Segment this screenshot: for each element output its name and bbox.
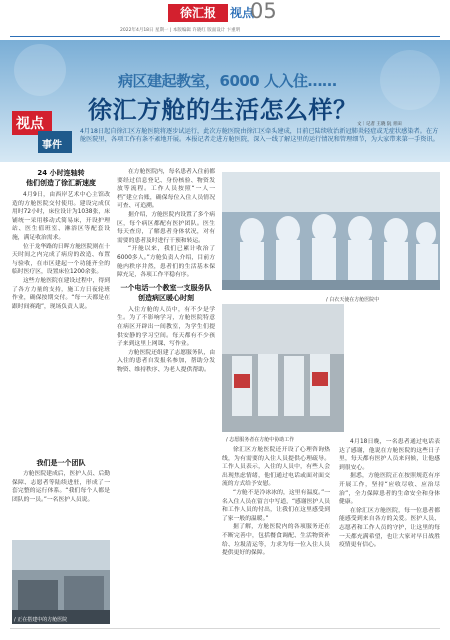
medical-staff-photo-icon [222, 172, 440, 290]
subhead-3b: 创造病区暖心时刻 [138, 293, 194, 302]
dateline: 2022年4月18日 星期一 | 本版编辑 许晓红 版面设计 卞重明 [120, 28, 241, 33]
paragraph: 这些方舱医院在建设过程中，得到了各方力量的支持，施工方日夜轮班作业，确保按期交付。“每一天都是在跟时间赛跑”，现场负责人说。 [12, 277, 110, 310]
photo-caption-1: / 正在搭建中的方舱医院 [14, 617, 68, 623]
column-4 [339, 438, 440, 624]
section-name: 视点 [230, 6, 255, 20]
paragraph: 方舱医院建成后，医护人员、后勤保障、志愿者等陆续进驻，形成了一套完整的运行体系。“我们每个人都是团队的一员。”一名医护人员说。 [12, 471, 110, 503]
byline: 文｜记者 王晓 阮 青田 [357, 122, 402, 127]
paragraph: 在方舱医院内，每名患者入住前都要经过信息登记、身份核验、物资发放等流程。工作人员按照“一人一档”建立台账，确保每位入住人员情况可查、可追溯。 [117, 169, 215, 210]
column-1-bottom [12, 458, 110, 538]
subhead-3: 一个电话一个教室一支服务队 [120, 283, 212, 292]
paragraph: 4月9日，由西岸艺术中心主馆改造的方舱医院交付使用。建设完成仅用时72小时，床位设计为1038张，床铺统一采用移动式简易床，开设护理站、医生值班室、淋浴区等配套设施，满足收治需求。 [12, 192, 110, 241]
paper-brand: 徐汇报 [168, 4, 228, 22]
column-3 [222, 446, 330, 624]
photo-medical-staff [222, 172, 440, 290]
paragraph: 据介绍，方舱医院内设置了多个病区，每个病区都配有医护团队。医生每天查房，了解患者身体状况，对有需要的患者及时进行干预和转运。 [117, 211, 215, 244]
subhead-1: 24 小时连轴转 [37, 169, 85, 177]
page-number: 05 [250, 0, 277, 23]
photo-caption-3: / 志愿服务者在方舱中协助工作 [226, 437, 295, 443]
logo-text-bottom: 事件 [42, 140, 62, 151]
column-2 [117, 168, 215, 624]
photo-caption-2: / 白衣天使在方舱医院中 [326, 297, 380, 303]
paragraph: 据了解，方舱医院内的各项服务还在不断完善中，包括餐食调配、生活物资补给、垃圾清运等，力求为每一位入住人员提供更好的保障。 [222, 524, 330, 557]
logo-text-top: 视点 [16, 116, 44, 132]
headline: 徐汇方舱的生活怎么样？ [88, 95, 358, 124]
lead-paragraph: 4月18日起自徐汇区方舱医院将逐步试运行，此次方舱医院由徐汇区牵头建成，目前已陆续收治新冠肺炎轻症或无症状感染者。在方舱医院里，各项工作有条不紊地开展。本报记者走进方舱医院，深入一线了解这里的运行情况和管理细节，为大家带来第一手资讯。 [80, 128, 439, 144]
subhead-1b: 他们创造了徐汇新速度 [26, 179, 96, 187]
paragraph: 入住方舱的人员中，有不少是学生。为了不影响学习，方舱医院特意在病区开辟出一间教室，为学生们提供安静的学习空间。每天都有不少孩子来到这里上网课、写作业。 [117, 306, 215, 348]
subhead-2: 我们是一个团队 [36, 459, 86, 467]
header-rule [10, 36, 440, 37]
paragraph: 4月18日晚，一名患者通过电话表达了感谢，他说在方舱医院的这些日子里，每天都有医护人员来问候，让他感到很安心。 [339, 439, 440, 471]
paragraph: 位于龙华路的日晖方舱医院则在十天时间之内完成了病房的改造、布置与验收，在市区建起一个功能齐全的临时医疗区，设置床位1200余张。 [12, 243, 110, 276]
paragraph: “方舱不是冷冰冰的，这里有温度。”一名入住人员在留言中写道，“感谢医护人员和工作人员的付出，让我们在这里感受到了家一般的温暖。” [222, 489, 330, 522]
section-logo [12, 111, 72, 155]
paragraph: 据悉，方舱医院正在按照规范有序开展工作，坚持“应收尽收、应治尽治”，全力保障患者的生命安全和身体健康。 [339, 473, 440, 506]
paragraph: 徐汇区方舱医院还开设了心理咨询热线，为有需要的入住人员提供心理疏导。工作人员表示，入住的人员中，有些人会出现焦虑情绪，他们通过电话或面对面交流的方式给予安慰。 [222, 447, 330, 488]
paragraph: 在徐汇区方舱医院，每一位患者都能感受到来自各方的关爱。医护人员、志愿者和工作人员的守护，让这里的每一天都充满希望，也让大家对早日战胜疫情更有信心。 [339, 507, 440, 549]
footer-rule [10, 628, 440, 629]
volunteers-photo-icon [222, 304, 344, 432]
photo-construction [12, 540, 110, 624]
headline-kicker: 病区建起教室，6000 人入住…… [118, 72, 337, 90]
construction-photo-icon [12, 540, 110, 624]
paragraph: “开舱以来，我们已累计收治了6000多人。”方舱负责人介绍，目前方舱内秩序井然，患者们的生活基本保障充足，各项工作平稳有序。 [117, 246, 215, 279]
photo-volunteers [222, 304, 344, 432]
paragraph: 方舱医院还组建了志愿服务队，由入住的患者自发报名参加，帮助分发物资、维持秩序、为老人提供帮助。 [117, 349, 215, 373]
column-1 [12, 168, 110, 458]
